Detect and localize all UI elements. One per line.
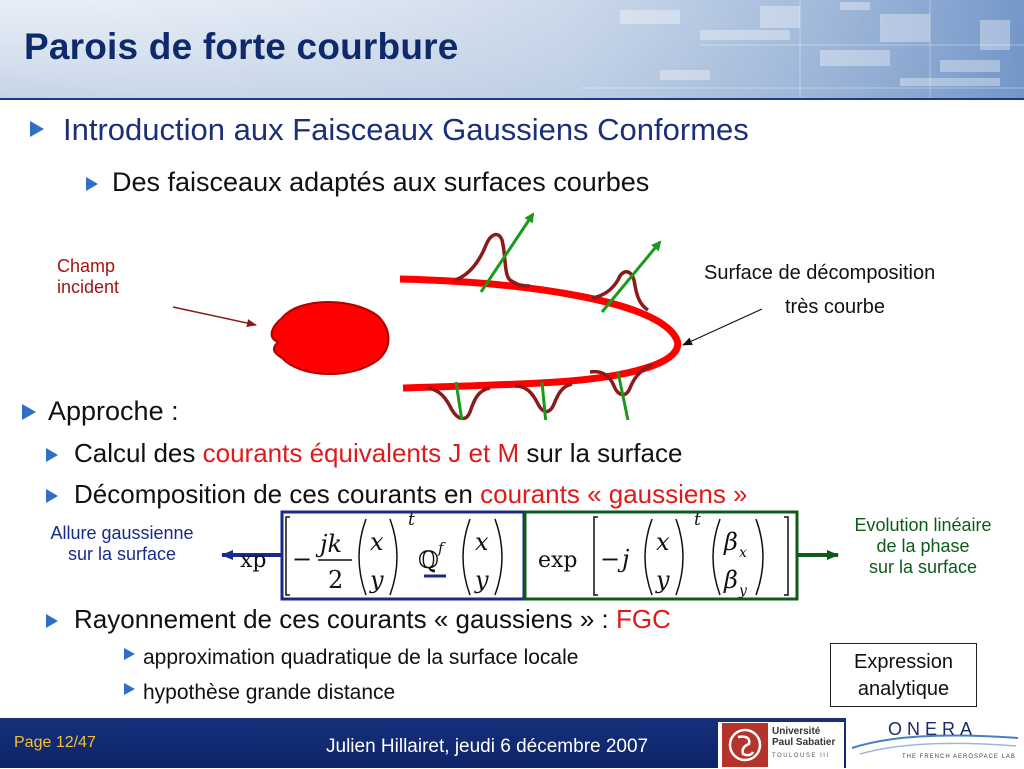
formula-symbol: t: [694, 510, 701, 530]
onera-logo: [846, 718, 1024, 768]
normal-arrow: [618, 372, 630, 420]
bullet-arrow-icon: [22, 404, 36, 420]
label-line: Evolution linéaire: [854, 515, 992, 535]
normal-arrow: [481, 214, 533, 292]
formula-symbol: y: [656, 566, 670, 594]
formula-symbol: −: [600, 545, 621, 573]
formula-symbol: j: [622, 545, 630, 573]
bullet-approx: approximation quadratique de la surface locale: [143, 646, 579, 669]
text-highlight: courants « gaussiens »: [480, 479, 748, 509]
bullet-arrow-icon: [124, 648, 135, 660]
bullet-adapted: Des faisceaux adaptés aux surfaces courbes: [112, 167, 650, 197]
bullet-intro: Introduction aux Faisceaux Gaussiens Conformes: [63, 112, 749, 147]
normal-arrow: [602, 242, 660, 312]
phase-evolution-label: [828, 515, 1018, 578]
page-number: Page 12/47: [14, 734, 96, 751]
label-line: Champ: [57, 256, 116, 276]
author-date: Julien Hillairet, jeudi 6 décembre 2007: [326, 736, 649, 757]
bullet-arrow-icon: [30, 121, 44, 137]
text-segment: sur la surface: [519, 438, 683, 468]
onera-tagline: THE FRENCH AEROSPACE LAB: [902, 754, 1016, 760]
surface-label-line2: très courbe: [785, 296, 886, 318]
bullet-arrow-icon: [46, 614, 58, 628]
text-segment: Calcul des: [74, 438, 203, 468]
logo-text: Paul Sabatier: [772, 737, 836, 748]
formula-exp-cut: xp: [240, 548, 267, 573]
expression-box: [830, 643, 977, 707]
formula-symbol: ℚ: [418, 546, 439, 574]
formula-symbol: t: [408, 510, 415, 530]
incident-field-shape: [272, 302, 389, 374]
label-line: sur la surface: [868, 557, 978, 577]
gaussian-bump: [455, 235, 530, 286]
formula-symbol: x: [370, 528, 384, 556]
formula-symbol: β: [724, 528, 738, 556]
formula-symbol: y: [475, 566, 489, 594]
formula-symbol: x: [475, 528, 489, 556]
bullet-hypothesis: hypothèse grande distance: [143, 681, 396, 704]
formula-symbol: y: [370, 566, 384, 594]
normal-arrow: [542, 382, 547, 420]
formula-symbol: y: [739, 583, 747, 599]
bullet-arrow-icon: [86, 177, 98, 191]
incident-field-label: [57, 256, 119, 298]
university-logo: [718, 722, 844, 768]
text-segment: Décomposition de ces courants en: [74, 479, 481, 509]
incident-arrow: [173, 307, 256, 325]
university-emblem-icon: [722, 723, 768, 769]
label-line: incident: [57, 277, 120, 297]
label-line: analytique: [857, 678, 950, 700]
formula-symbol: jk: [320, 530, 342, 558]
bullet-arrow-icon: [46, 489, 58, 503]
formula-symbol: x: [656, 528, 670, 556]
label-line: de la phase: [876, 536, 970, 556]
label-line: Allure gaussienne: [50, 523, 194, 543]
bullet-arrow-icon: [124, 683, 135, 695]
slide-title: Parois de forte courbure: [24, 26, 459, 67]
text-segment: Rayonnement de ces courants « gaussiens » :: [74, 604, 616, 634]
formula-symbol: x: [739, 545, 747, 561]
bullet-radiation: [74, 604, 671, 635]
onera-wordmark: ONERA: [888, 719, 978, 739]
formula-symbol: β: [724, 566, 738, 594]
formula-symbol: exp: [538, 548, 578, 573]
surface-label-line1: Surface de décomposition: [704, 262, 936, 284]
formula-symbol: −: [292, 545, 313, 573]
formula-symbol: 2: [328, 566, 344, 594]
surface-arrow: [683, 309, 762, 345]
logo-text: TOULOUSE III: [772, 753, 830, 759]
text-highlight: courants équivalents J et M: [202, 438, 520, 468]
bullet-approach: Approche :: [48, 396, 179, 426]
gaussian-shape-label: [30, 523, 214, 565]
text-highlight: FGC: [616, 604, 671, 634]
formula-symbol: f: [438, 539, 444, 557]
logo-text: Université: [772, 726, 821, 737]
label-line: Expression: [854, 651, 953, 673]
bullet-calc: [74, 438, 682, 469]
bullet-arrow-icon: [46, 448, 58, 462]
label-line: sur la surface: [67, 544, 177, 564]
